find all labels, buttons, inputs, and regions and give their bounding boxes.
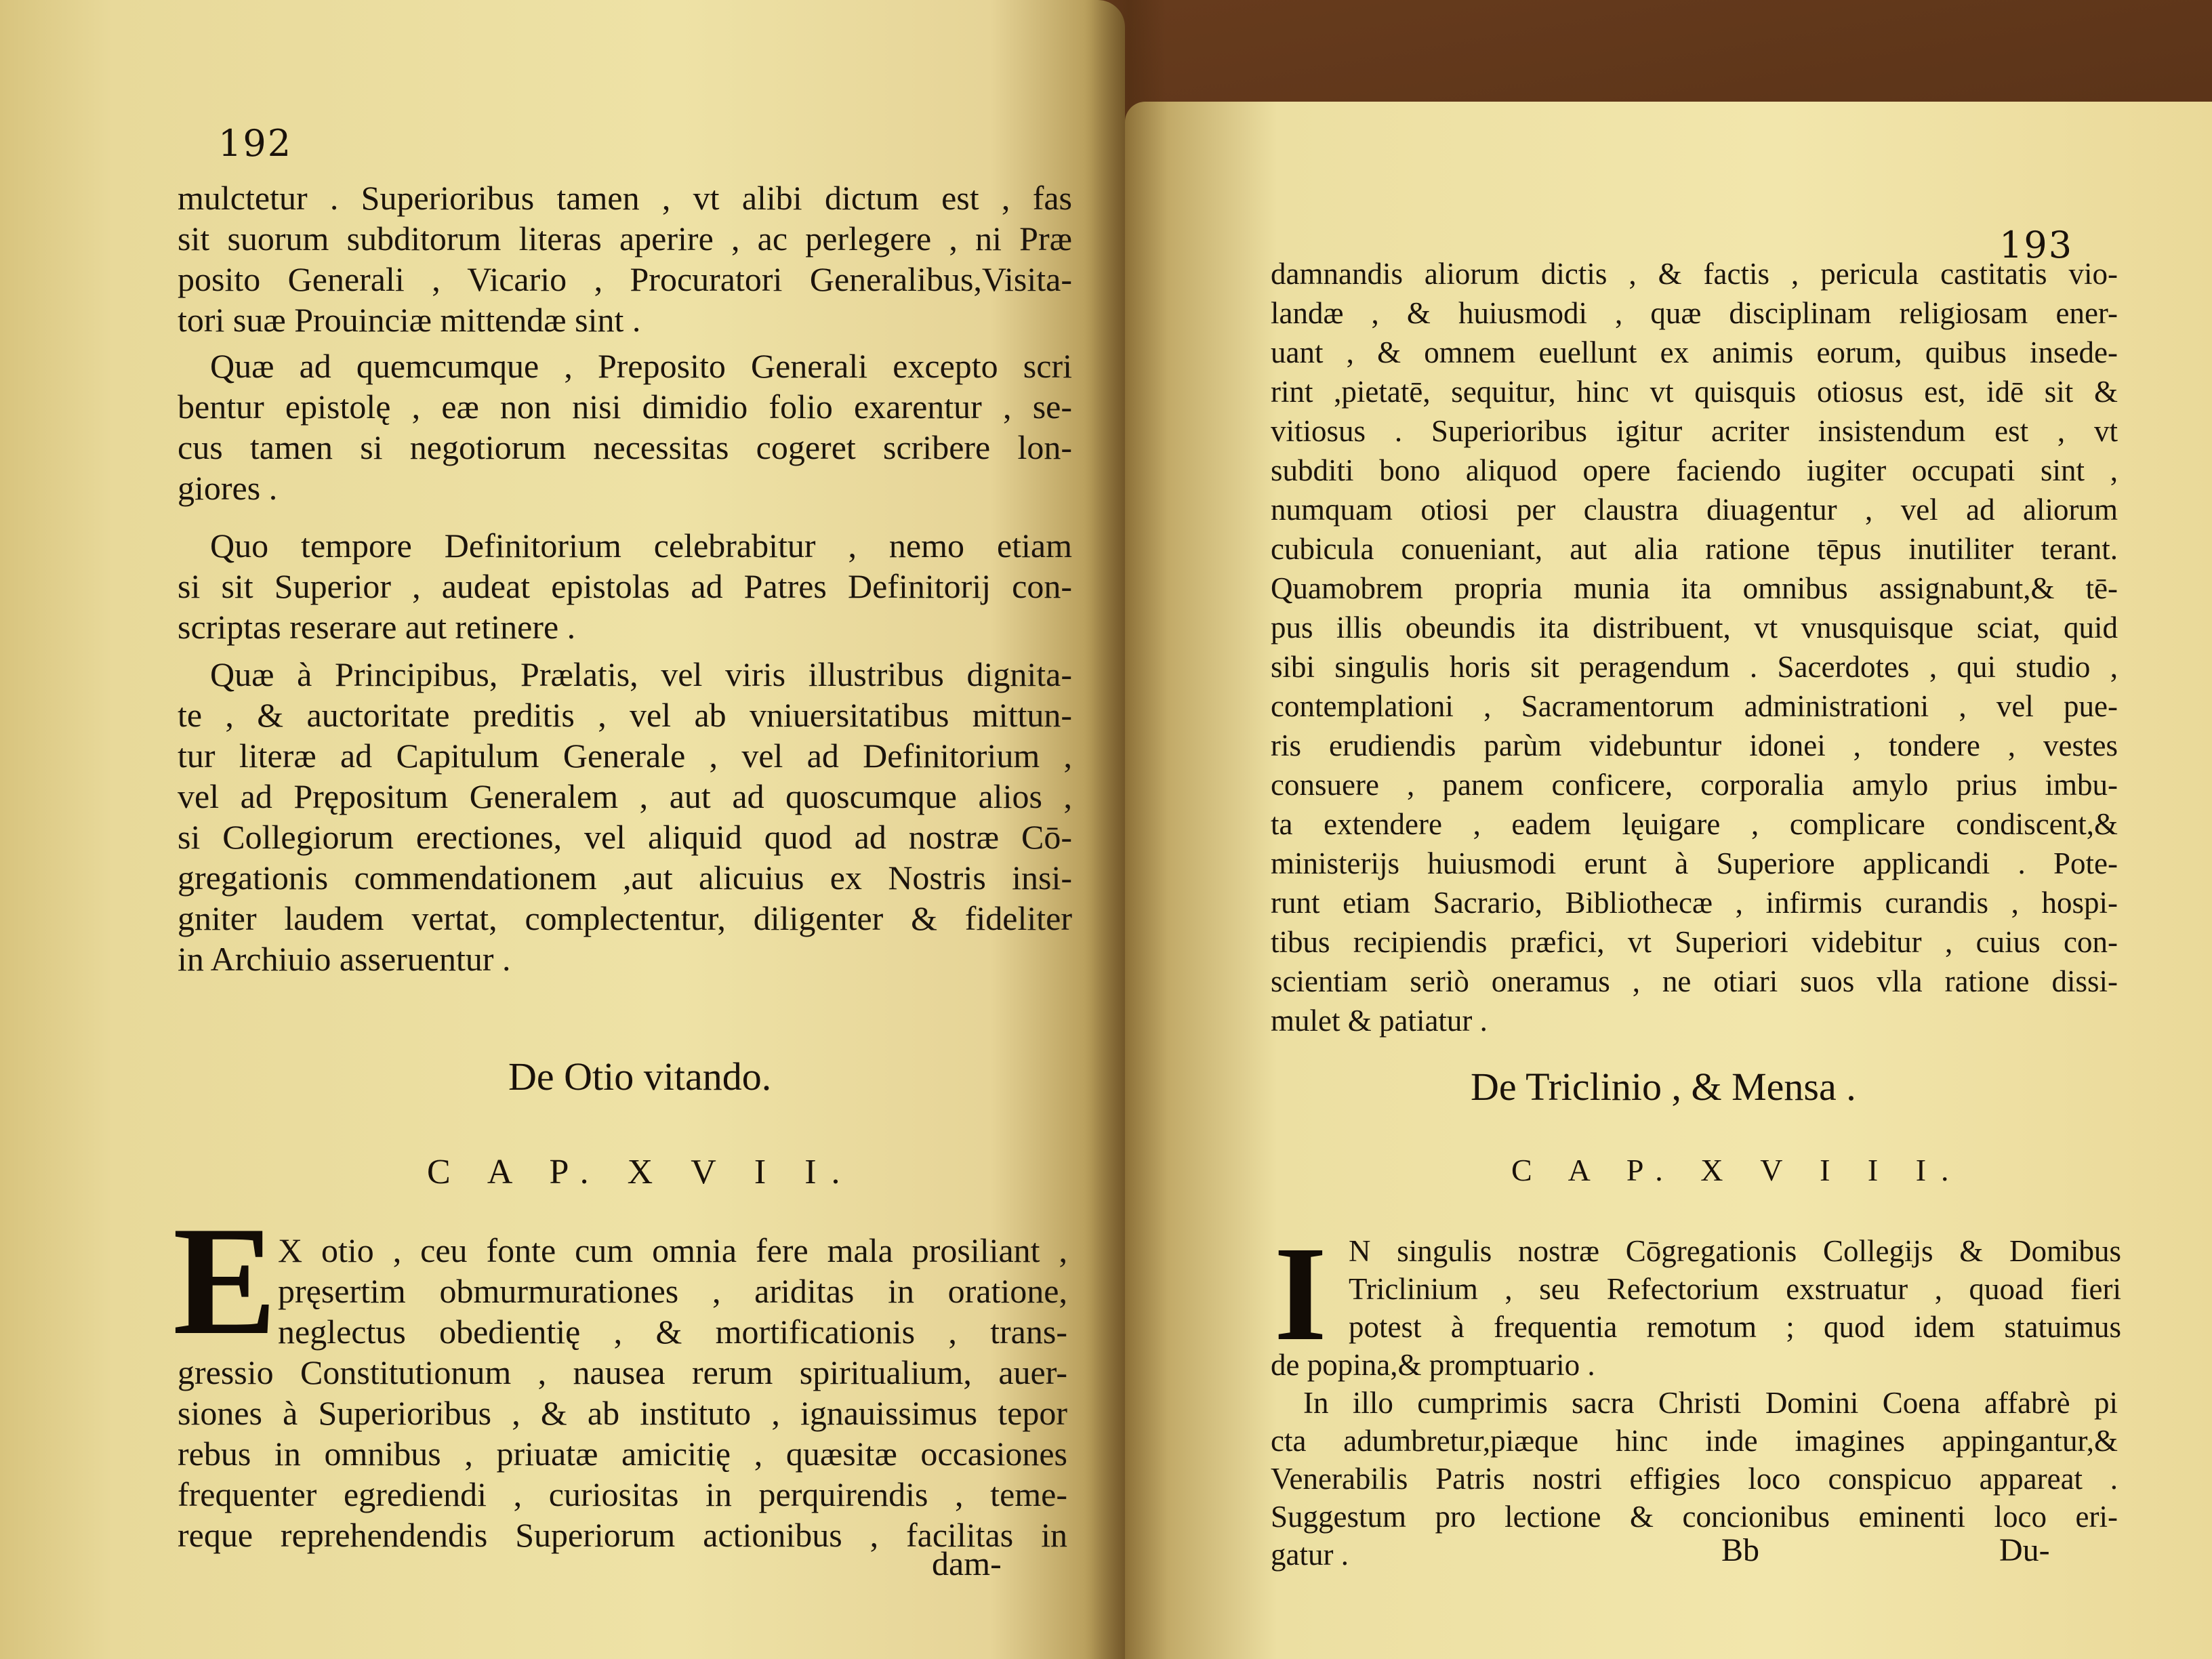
text-line: giores . (178, 469, 278, 507)
left-para-3 (178, 525, 1072, 647)
text-line: si Collegiorum erectiones, vel aliquid quod ad nostræ Cō- (178, 818, 1072, 856)
text-line: frequenter egrediendi , curiositas in perquirendis , teme- (178, 1475, 1067, 1513)
text-line: scientiam seriò oneramus , ne otiari suos vlla ratione dissi- (1271, 964, 2118, 998)
text-line: N singulis nostræ Cōgregationis Collegijs & Domibus (1349, 1234, 2121, 1268)
text-line: te , & auctoritate preditis , vel ab vniuersitatibus mittun- (178, 696, 1072, 734)
text-line: Venerabilis Patris nostri effigies loco conspicuo appareat . (1271, 1462, 2118, 1496)
left-para-1 (178, 178, 1072, 340)
text-line: damnandis aliorum dictis , & factis , pericula castitatis vio- (1271, 257, 2118, 291)
section-heading: De Triclinio , & Mensa . (1471, 1065, 1856, 1109)
text-line: Quamobrem propria munia ita omnibus assignabunt,& tē- (1271, 571, 2118, 605)
left-para-5-indented (278, 1230, 1067, 1352)
text-line: tur literæ ad Capitulum Generale , vel ad Definitorium , (178, 737, 1072, 775)
text-line: gressio Constitutionum , nausea rerum spiritualium, auer- (178, 1353, 1067, 1391)
text-line: ministerijs huiusmodi erunt à Superiore applicandi . Pote- (1271, 846, 2118, 880)
text-line: vel ad Prępositum Generalem , aut ad quoscumque alios , (178, 777, 1072, 815)
signature-mark: Bb (1721, 1532, 1760, 1568)
text-line: in Archiuio asseruentur . (178, 940, 511, 978)
text-line: numquam otiosi per claustra diuagentur , vel ad aliorum (1271, 493, 2118, 527)
left-para-4 (178, 654, 1072, 979)
catchword: Du- (1999, 1532, 2050, 1568)
text-line: ta extendere , eadem lęuigare , complicare condiscent,& (1271, 807, 2118, 841)
text-line: uant , & omnem euellunt ex animis eorum, quibus insede- (1271, 335, 2118, 369)
text-line: de popina,& promptuario . (1271, 1348, 1595, 1382)
text-line: sibi singulis horis sit peragendum . Sacerdotes , qui studio , (1271, 650, 2118, 684)
text-line: Triclinium , seu Refectorium exstruatur , quoad fieri (1349, 1272, 2121, 1306)
text-line: ris erudiendis parùm videbuntur idonei , tondere , vestes (1271, 729, 2118, 762)
text-line: X otio , ceu fonte cum omnia fere mala prosiliant , (278, 1231, 1067, 1269)
right-page (1125, 102, 2212, 1659)
left-para-5 (178, 1352, 1067, 1555)
left-para-2 (178, 346, 1072, 508)
text-line: Quæ ad quemcumque , Preposito Generali excepto scri (210, 347, 1072, 385)
text-line: neglectus obedientię , & mortificationis , trans- (278, 1313, 1067, 1351)
text-line: landæ , & huiusmodi , quæ disciplinam religiosam ener- (1271, 296, 2118, 330)
text-line: gniter laudem vertat, complectentur, diligenter & fideliter (178, 899, 1072, 937)
catchword: dam- (932, 1544, 1002, 1582)
text-line: scriptas reserare aut retinere . (178, 608, 576, 646)
text-line: si sit Superior , audeat epistolas ad Patres Definitorij con- (178, 567, 1072, 605)
text-line: Suggestum pro lectione & concionibus eminenti loco eri- (1271, 1500, 2118, 1534)
text-line: runt etiam Sacrario, Bibliothecæ , infirmis curandis , hospi- (1271, 886, 2118, 920)
text-line: vitiosus . Superioribus igitur acriter insistendum est , vt (1271, 414, 2118, 448)
text-line: cus tamen si negotiorum necessitas cogeret scribere lon- (178, 428, 1072, 466)
text-line: tibus recipiendis præfici, vt Superiori videbitur , cuius con- (1271, 925, 2118, 959)
text-line: tori suæ Prouinciæ mittendæ sint . (178, 301, 641, 339)
chapter-number: C A P. X V I I. (427, 1153, 855, 1191)
text-line: siones à Superioribus , & ab instituto , ignauissimus tepor (178, 1394, 1067, 1432)
right-para-2-indented (1349, 1232, 2121, 1346)
text-line: subditi bono aliquod opere faciendo iugiter occupati sint , (1271, 453, 2118, 487)
text-line: cta adumbretur,piæque hinc inde imagines appingantur,& (1271, 1424, 2118, 1458)
text-line: pus illis obeundis ita distribuent, vt vnusquisque sciat, quid (1271, 611, 2118, 644)
right-para-3 (1271, 1384, 2118, 1574)
text-line: consuere , panem conficere, corporalia amylo prius imbu- (1271, 768, 2118, 802)
text-line: contemplationi , Sacramentorum administrationi , vel pue- (1271, 689, 2118, 723)
text-line: reque reprehendendis Superiorum actionibus , facilitas in (178, 1516, 1067, 1554)
text-line: rint ,pietatē, sequitur, hinc vt quisquis otiosus est, idē sit & (1271, 375, 2118, 409)
page-number: 193 (1999, 224, 2074, 266)
chapter-number: C A P. X V I I I. (1511, 1153, 1964, 1187)
text-line: potest à frequentia remotum ; quod idem statuimus (1349, 1310, 2121, 1344)
right-para-1 (1271, 254, 2118, 1040)
text-line: cubicula conueniant, aut alia ratione tēpus inutiliter terant. (1271, 532, 2118, 566)
drop-cap: I (1274, 1219, 1327, 1369)
drop-cap: E (173, 1194, 277, 1367)
text-line: sit suorum subditorum literas aperire , ac perlegere , ni Præ (178, 220, 1072, 258)
page-number: 192 (218, 122, 293, 165)
text-line: Quo tempore Definitorium celebrabitur , nemo etiam (210, 527, 1072, 565)
text-line: In illo cumprimis sacra Christi Domini Coena affabrè pi (1303, 1386, 2118, 1420)
right-para-2 (1271, 1346, 2118, 1384)
section-heading: De Otio vitando. (508, 1054, 772, 1099)
text-line: mulet & patiatur . (1271, 1004, 1488, 1038)
text-line: pręsertim obmurmurationes , ariditas in oratione, (278, 1272, 1067, 1310)
text-line: posito Generali , Vicario , Procuratori Generalibus,Visita- (178, 260, 1072, 298)
text-line: mulctetur . Superioribus tamen , vt alibi dictum est , fas (178, 179, 1072, 217)
text-line: Quæ à Principibus, Prælatis, vel viris illustribus dignita- (210, 655, 1072, 693)
text-line: gregationis commendationem ,aut alicuius ex Nostris insi- (178, 859, 1072, 897)
text-line: rebus in omnibus , priuatæ amicitię , quæsitæ occasiones (178, 1435, 1067, 1473)
text-line: gatur . (1271, 1538, 1349, 1572)
text-line: bentur epistolę , eæ non nisi dimidio folio exarentur , se- (178, 388, 1072, 426)
